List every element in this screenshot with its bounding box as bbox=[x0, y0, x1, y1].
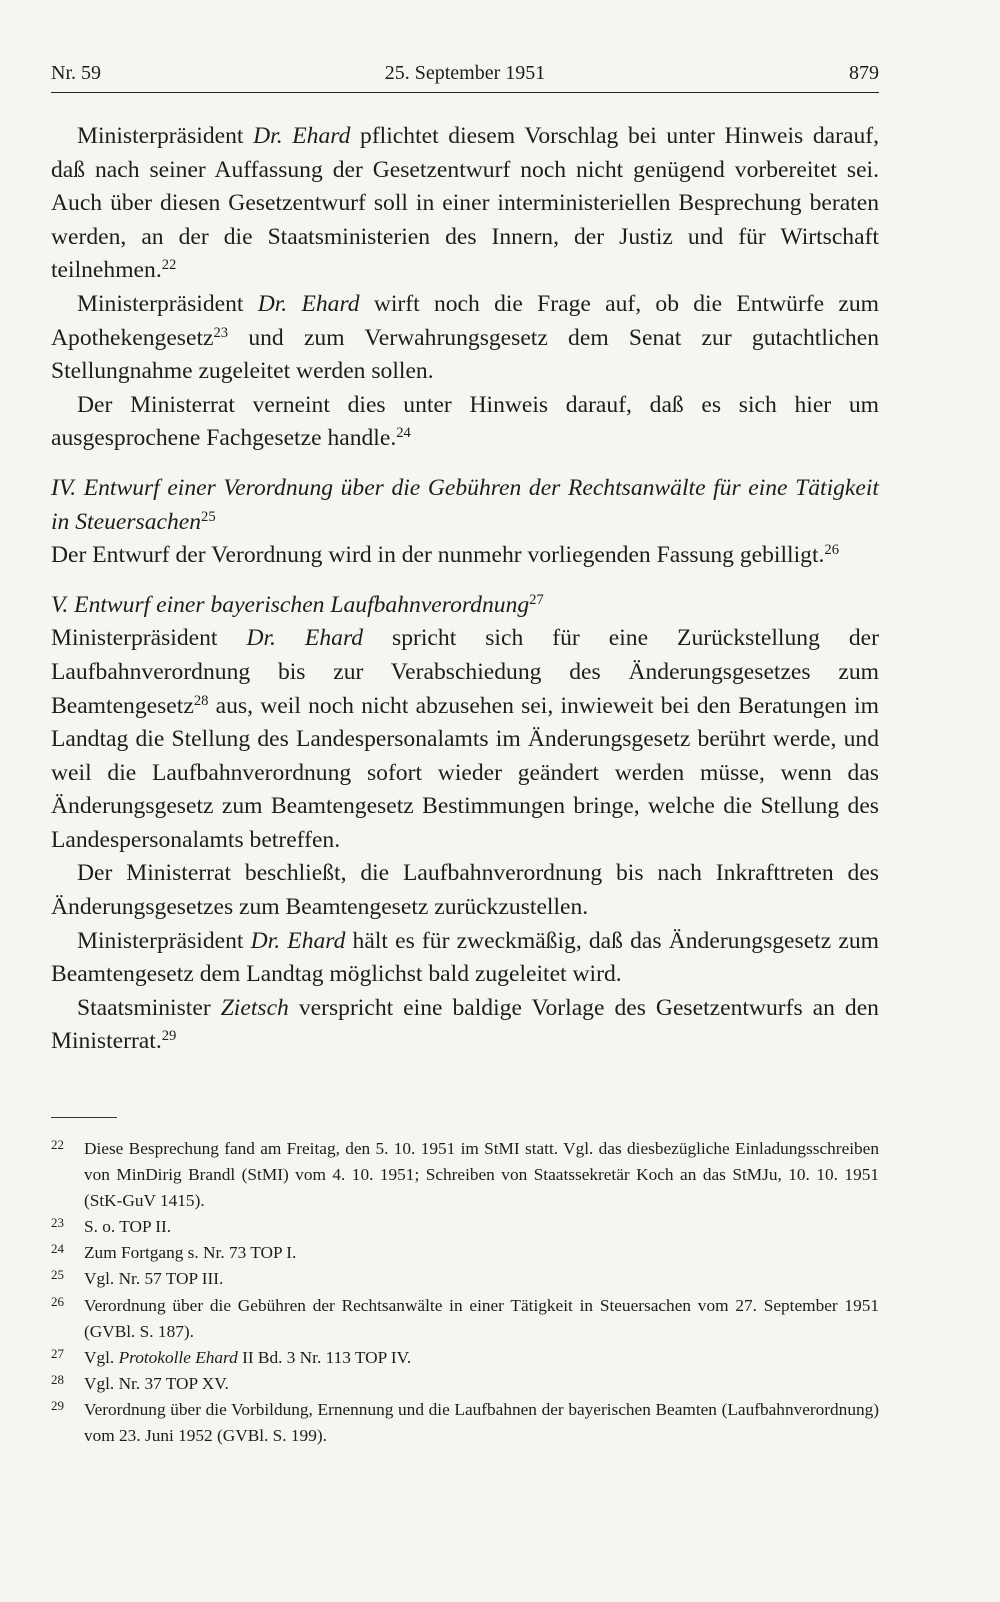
paragraph: Der Ministerrat beschließt, die Laufbahnverordnung bis nach Inkrafttreten des Änderungsgesetzes zum Beamtengesetz zurückzustellen. bbox=[51, 860, 879, 921]
footnote: 25 Vgl. Nr. 57 TOP III. bbox=[51, 1267, 224, 1289]
footnote: 24 Zum Fortgang s. Nr. 73 TOP I. bbox=[51, 1241, 297, 1263]
footnote: 22 Diese Besprechung fand am Freitag, den 5. 10. 1951 im StMI statt. Vgl. das diesbezügliche Einladungsschreiben von MinDirig Brandl (StMI) vom 4. 10. 1951; Schreiben von Staatssekretär Koch an das StMJu, 10. 10. 1951 (StK-GuV 1415). bbox=[51, 1137, 879, 1211]
footnote-ref: 22 bbox=[161, 257, 177, 274]
page-number: 879 bbox=[849, 62, 879, 84]
page-header bbox=[51, 56, 879, 93]
footnote-ref: 23 bbox=[213, 324, 229, 341]
footnotes bbox=[51, 1136, 879, 1449]
footnote: 28 Vgl. Nr. 37 TOP XV. bbox=[51, 1371, 229, 1393]
footnote: 29 Verordnung über die Vorbildung, Ernennung und die Laufbahnen der bayerischen Beamten (Laufbahnverordnung) vom 23. Juni 1952 (GVBl. S. 199). bbox=[51, 1397, 879, 1446]
paragraph: Der Entwurf der Verordnung wird in der nunmehr vorliegenden Fassung gebilligt.$^{26}$ bbox=[51, 542, 840, 569]
footnote-ref: 24 bbox=[396, 425, 411, 442]
footnote: 27 Vgl. Protokolle Ehard II Bd. 3 Nr. 113 TOP IV. bbox=[51, 1345, 412, 1367]
section-heading-iv: IV. Entwurf einer Verordnung über die Gebühren der Rechtsanwälte für eine Tätigkeit in Steuersachen$^{25}$ bbox=[51, 474, 879, 535]
paragraph: Staatsminister Zietsch verspricht eine baldige Vorlage des Gesetzentwurfs an den Ministerrat.$^{29}$ bbox=[51, 994, 879, 1055]
section-heading-v: V. Entwurf einer bayerischen Laufbahnverordnung$^{27}$ bbox=[51, 591, 544, 618]
paragraph: Ministerpräsident Dr. Ehard pflichtet diesem Vorschlag bei unter Hinweis darauf, daß nach seiner Auffassung der Gesetzentwurf noch nicht genügend vorbereitet sei. Auch über diesen Gesetzentwurf soll in einer interministeriellen Besprechung beraten werden, an der die Staatsministerien des Innern, der Justiz und für Wirtschaft teilnehmen.$^{22}$ bbox=[51, 123, 879, 284]
footnote-ref: 27 bbox=[529, 591, 544, 608]
footnote-ref: 29 bbox=[161, 1028, 177, 1045]
main-text bbox=[51, 120, 879, 1059]
paragraph: Ministerpräsident Dr. Ehard spricht sich für eine Zurückstellung der Laufbahnverordnung bis zur Verabschiedung des Änderungsgesetzes zum Beamtengesetz$^{28}$ aus, weil noch nicht abzusehen sei, inwieweit bei den Beratungen im Landtag die Stellung des Landespersonalamts im Änderungsgesetz berührt werde, und weil die Laufbahnverordnung sofort wieder geändert werden müsse, wenn das Änderungsgesetz zum Beamtengesetz Bestimmungen bringe, welche die Stellung des Landespersonalamts betreffen. bbox=[51, 625, 879, 853]
footnote-ref: 25 bbox=[201, 508, 216, 525]
footnote-divider bbox=[51, 1117, 117, 1118]
footnote: 23 S. o. TOP II. bbox=[51, 1215, 172, 1237]
header-date: 25. September 1951 bbox=[384, 62, 546, 84]
footnote-ref: 26 bbox=[824, 542, 840, 559]
paragraph: Ministerpräsident Dr. Ehard hält es für zweckmäßig, daß das Änderungsgesetz zum Beamtengesetz dem Landtag möglichst bald zugeleitet wird. bbox=[51, 927, 879, 988]
issue-number: Nr. 59 bbox=[51, 62, 101, 84]
footnote: 26 Verordnung über die Gebühren der Rechtsanwälte in einer Tätigkeit in Steuersachen vom 27. September 1951 (GVBl. S. 187). bbox=[51, 1293, 879, 1341]
footnote-ref: 28 bbox=[193, 692, 209, 709]
paragraph: Der Ministerrat verneint dies unter Hinweis darauf, daß es sich hier um ausgesprochene Fachgesetze handle.$^{24}$ bbox=[51, 391, 879, 452]
paragraph: Ministerpräsident Dr. Ehard wirft noch die Frage auf, ob die Entwürfe zum Apothekengesetz$^{23}$ und zum Verwahrungsgesetz dem Senat zur gutachtlichen Stellungnahme zugeleitet werden sollen. bbox=[51, 290, 880, 385]
